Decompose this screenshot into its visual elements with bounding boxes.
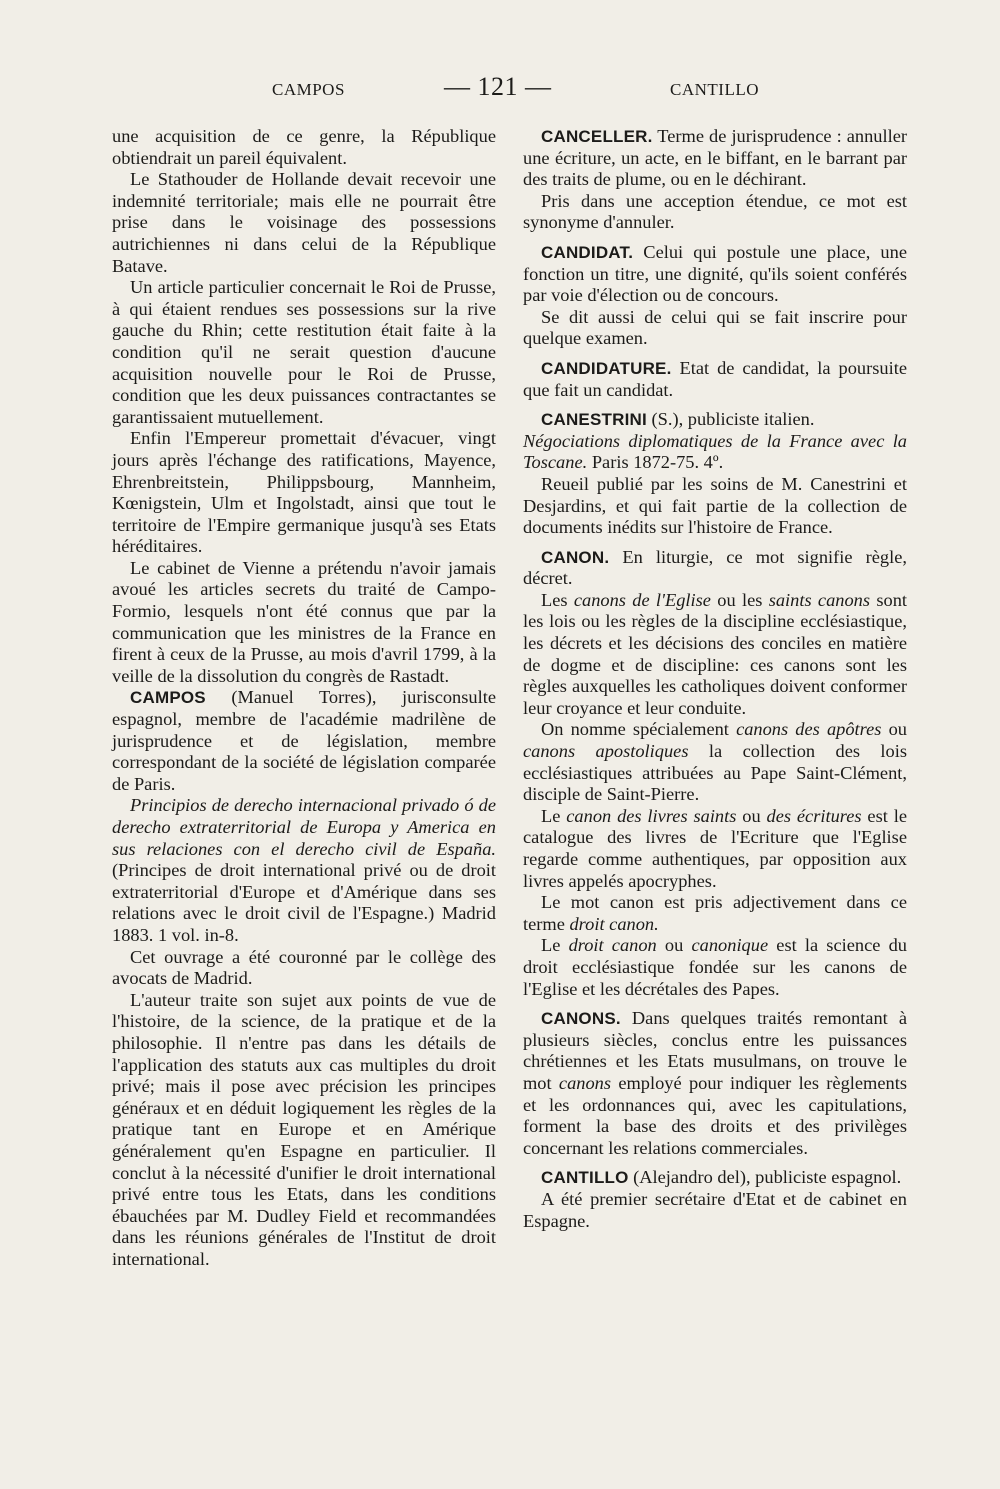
entry-candidat <box>523 242 907 307</box>
entry-canestrini <box>523 409 907 431</box>
page-number: — 121 — <box>444 72 552 101</box>
paragraph: Pris dans une acception étendue, ce mot est synonyme d'annuler. <box>523 190 907 233</box>
running-head-left: CAMPOS <box>272 80 345 99</box>
text-run: est le catalogue des livres de l'Ecriture que l'Eglise regarde comme authentiques, par opposition aux livres appelés apocryphes. <box>523 805 907 891</box>
entry-text: Celui qui postule une place, une fonction un titre, une dignité, qu'ils soient conférés par voie d'élection ou de concours. <box>523 241 907 306</box>
headword: CANESTRINI <box>541 410 647 430</box>
italic-term: droit canon <box>568 935 657 956</box>
entry-canceller <box>523 126 907 191</box>
text-run: ou les <box>710 589 769 610</box>
entry-canons <box>523 1008 907 1159</box>
text-run: la collection des lois ecclésiastiques attribuées au Pape Saint-Clément, disciple de Saint-Pierre. <box>523 741 907 805</box>
text-run: Le <box>541 935 569 956</box>
paragraph: Un article particulier concernait le Roi de Prusse, à qui étaient rendues ses possessions sur la rive gauche du Rhin; cette restitution était faite à la condition qu'il ne serait question d'aucune acquisition nouvelle pour le Roi de Prusse, condition que les deux puissances contractantes se garantissaient mutuellement. <box>112 277 496 427</box>
italic-term: droit canon. <box>569 913 659 934</box>
entry-text: En liturgie, ce mot signifie règle, décret. <box>523 546 907 589</box>
italic-term: saints canons <box>768 589 871 610</box>
entry-text: (Manuel Torres), jurisconsulte espagnol, membre de l'académie madrilène de jurisprudence et de législation, membre correspondant de la société de législation comparée de Paris. <box>112 687 496 794</box>
right-column <box>523 126 907 1232</box>
text-run: employé pour indiquer les règlements et les ordonnances qui, avec les capitulations, forment la base des droits et des privilèges concernant les relations commerciales. <box>523 1072 907 1158</box>
headword: CANONS. <box>541 1009 621 1029</box>
text-run: Le <box>541 805 567 826</box>
running-head-right: CANTILLO <box>670 80 759 99</box>
italic-term: canons des apôtres <box>736 719 882 740</box>
text-run: ou <box>736 805 767 826</box>
text-run: ou <box>881 719 907 740</box>
italic-term: canons apostoliques <box>523 741 689 762</box>
text-run: ou <box>656 935 692 956</box>
entry-campos-work <box>112 795 496 946</box>
entry-campos <box>112 687 496 795</box>
entry-text: (S.), publiciste italien. <box>646 409 815 430</box>
text-run: Dans quelques traités remontant à plusieurs siècles, conclus entre les puissances chrétiennes et les Etats musulmans, on trouve le mot <box>523 1008 907 1093</box>
italic-term: des écritures <box>766 805 862 826</box>
italic-term: canons de l'Eglise <box>573 589 711 610</box>
paragraph: une acquisition de ce genre, la République obtiendrait un pareil équivalent. <box>112 126 496 168</box>
entry-cantillo <box>523 1167 907 1189</box>
work-title: Négociations diplomatiques de la France avec la Toscane. <box>523 430 907 473</box>
paragraph: Reueil publié par les soins de M. Canestrini et Desjardins, et qui fait partie de la collection de documents inédits sur l'histoire de France. <box>523 473 907 538</box>
text-run: Les <box>541 589 574 610</box>
headword: CANDIDAT. <box>541 242 634 262</box>
entry-canon <box>523 547 907 590</box>
headword: CANDIDATURE. <box>541 358 672 378</box>
running-head <box>110 72 895 106</box>
paragraph <box>523 590 907 720</box>
headword: CANON. <box>541 547 610 567</box>
paragraph: A été premier secrétaire d'Etat et de cabinet en Espagne. <box>523 1188 907 1231</box>
entry-text: Terme de jurisprudence : annuller une écriture, un acte, en le biffant, en le barrant par des traits de plume, ou en le déchirant. <box>523 126 907 190</box>
entry-text: Etat de candidat, la poursuite que fait un candidat. <box>523 357 907 400</box>
text-run: sont les lois ou les règles de la discipline ecclésiastique, les décrets et les décisions des conciles en matière de dogme et de discipline: ces canons sont les règles auxquelles les catholiques doivent conformer leur croyance et leur conduite. <box>523 589 907 718</box>
headword: CANTILLO <box>541 1168 629 1188</box>
italic-term: canons <box>558 1072 612 1093</box>
paragraph: Se dit aussi de celui qui se fait inscrire pour quelque examen. <box>523 306 907 349</box>
text-run: Le mot canon est pris adjectivement dans ce terme <box>523 892 907 934</box>
paragraph: Le Stathouder de Hollande devait recevoir une indemnité territoriale; mais elle ne pourrait être prise dans le voisinage des possessions autrichiennes ni dans celui de la République Batave. <box>112 169 496 276</box>
entry-text: (Principes de droit international privé ou de droit extraterritorial d'Europe et d'Amérique dans ses relations avec le droit civil de l'Espagne.) Madrid 1883. 1 vol. in-8. <box>112 860 496 945</box>
paragraph: Cet ouvrage a été couronné par le collège des avocats de Madrid. <box>112 946 496 989</box>
italic-term: canonique <box>691 935 769 956</box>
italic-term: canon des livres saints <box>566 805 737 826</box>
headword: CANCELLER. <box>541 127 653 146</box>
paragraph <box>523 806 907 892</box>
entry-candidature <box>523 358 907 401</box>
work-title: Principios de derecho internacional privado ó de derecho extraterritorial de Europa y America en sus relaciones con el derecho civil de España. <box>112 795 496 859</box>
headword: CAMPOS <box>130 688 206 708</box>
paragraph <box>523 719 907 805</box>
paragraph: Enfin l'Empereur promettait d'évacuer, vingt jours après l'échange des ratifications, Mayence, Ehrenbreitstein, Philippsbourg, Mannheim, Kœnigstein, Ulm et Ingolstadt, ainsi que tout le territoire de l'Empire germanique jusqu'à ses Etats héréditaires. <box>112 428 496 557</box>
entry-canestrini-work <box>523 431 907 474</box>
entry-text: Paris 1872-75. 4º. <box>587 452 724 473</box>
text-run: On nomme spécialement <box>541 719 737 740</box>
paragraph <box>523 892 907 935</box>
paragraph: Le cabinet de Vienne a prétendu n'avoir jamais avoué les articles secrets du traité de Campo-Formio, lesquels n'ont été connus que par la communication que les ministres de la France en firent à ceux de la Prusse, au mois d'avril 1799, à la veille de la dissolution du congrès de Rastadt. <box>112 557 496 686</box>
left-column <box>112 126 496 1270</box>
entry-text: (Alejandro del), publiciste espagnol. <box>628 1167 902 1188</box>
text-run: est la science du droit ecclésiastique fondée sur les canons de l'Eglise et les décrétales des Papes. <box>523 935 907 999</box>
paragraph: L'auteur traite son sujet aux points de vue de l'histoire, de la science, de la pratique et de la philosophie. Il n'entre pas dans les détails de l'application des statuts aux cas multiples du droit privé; mais il pose avec précision les principes généraux et en déduit logiquement les règles de la pratique tant en Europe et en Amérique généralement qu'en Espagne en particulier. Il conclut à la nécessité d'unifier le droit international privé entre tous les Etats, dans les conditions ébauchées par M. Dudley Field et recommandées dans les réunions générales de l'Institut de droit international. <box>112 989 496 1269</box>
paragraph <box>523 935 907 1000</box>
